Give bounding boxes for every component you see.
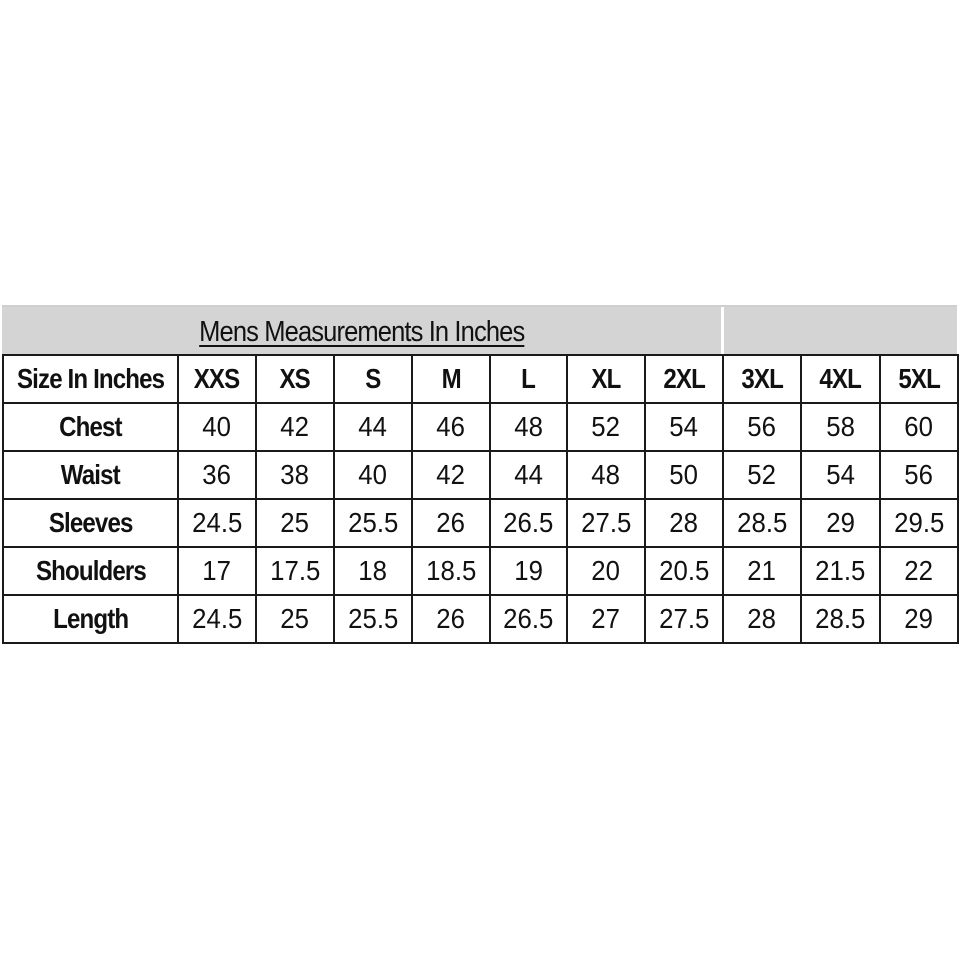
size-header-cell [801,355,880,403]
measurement-value: 20 [591,555,621,586]
size-header-l: L [521,363,536,394]
value-cell [880,403,958,451]
value-cell [178,403,256,451]
row-label: Waist [60,459,121,490]
size-header-3xl: 3XL [741,363,783,394]
measurement-value: 20.5 [658,555,710,586]
title-bar [2,305,957,354]
size-header-cell [178,355,256,403]
size-header-5xl: 5XL [898,363,940,394]
size-header-cell [645,355,723,403]
measurement-value: 56 [904,459,934,490]
header-label: Size In Inches [16,363,165,394]
value-cell [567,547,645,595]
size-chart [2,305,957,644]
value-cell [723,499,801,547]
measurement-value: 24.5 [191,603,243,634]
size-header-cell [256,355,334,403]
value-cell [880,499,958,547]
size-header-cell [334,355,412,403]
value-cell [645,403,723,451]
row-label-cell [3,451,178,499]
measurement-value: 44 [514,459,543,490]
row-label: Length [52,603,129,634]
row-label: Sleeves [48,507,133,538]
measurement-value: 36 [202,459,232,490]
value-cell [801,547,880,595]
value-cell [256,403,334,451]
value-cell [490,547,567,595]
value-cell [412,499,490,547]
size-header-cell [723,355,801,403]
measurement-value: 25 [280,507,310,538]
table-row-sleeves [3,499,958,547]
value-cell [880,547,958,595]
value-cell [645,547,723,595]
measurement-value: 44 [358,411,388,442]
measurement-value: 60 [904,411,934,442]
size-header-cell [412,355,490,403]
value-cell [490,403,567,451]
value-cell [801,499,880,547]
row-label-cell [3,595,178,643]
measurement-value: 29.5 [893,507,945,538]
row-label: Shoulders [35,555,146,586]
measurement-value: 48 [514,411,543,442]
measurement-value: 17 [202,555,232,586]
size-header-4xl: 4XL [819,363,862,394]
row-label: Chest [59,411,122,442]
value-cell [567,403,645,451]
table-row-shoulders [3,547,958,595]
value-cell [334,595,412,643]
value-cell [256,451,334,499]
value-cell [412,547,490,595]
title-side-cell [724,307,957,354]
measurement-value: 52 [591,411,621,442]
measurement-value: 21.5 [815,555,866,586]
value-cell [880,451,958,499]
row-label-cell [3,499,178,547]
measurement-value: 27 [591,603,621,634]
value-cell [334,547,412,595]
value-cell [567,595,645,643]
measurement-value: 29 [826,507,855,538]
value-cell [645,499,723,547]
measurement-value: 26.5 [503,507,554,538]
value-cell [567,499,645,547]
measurement-value: 42 [436,459,466,490]
value-cell [412,451,490,499]
measurement-value: 25.5 [347,507,399,538]
measurement-value: 22 [904,555,934,586]
measurement-value: 50 [669,459,699,490]
size-header-cell [567,355,645,403]
measurement-value: 27.5 [580,507,632,538]
measurement-value: 25 [280,603,310,634]
measurement-value: 52 [747,459,777,490]
size-header-cell [880,355,958,403]
row-label-cell [3,403,178,451]
value-cell [178,547,256,595]
chart-title: Mens Measurements In Inches [198,316,525,348]
measurement-value: 48 [591,459,621,490]
size-header-xs: XS [279,363,311,394]
measurement-value: 17.5 [269,555,321,586]
value-cell [801,595,880,643]
measurement-value: 28 [669,507,699,538]
measurement-value: 42 [280,411,310,442]
measurement-value: 18 [358,555,388,586]
title-cell [2,307,724,354]
measurement-value: 26 [436,603,466,634]
measurement-value: 26.5 [503,603,554,634]
measurement-value: 28.5 [815,603,866,634]
value-cell [490,499,567,547]
value-cell [256,547,334,595]
value-cell [178,595,256,643]
value-cell [256,499,334,547]
measurement-value: 40 [358,459,388,490]
value-cell [178,451,256,499]
measurement-value: 27.5 [658,603,710,634]
measurement-value: 54 [669,411,699,442]
value-cell [723,403,801,451]
size-header-s: S [365,363,381,394]
row-label-cell [3,547,178,595]
value-cell [412,595,490,643]
size-header-cell [490,355,567,403]
size-header-2xl: 2XL [663,363,705,394]
table-row-length [3,595,958,643]
measurement-value: 18.5 [425,555,477,586]
measurement-value: 40 [202,411,232,442]
value-cell [801,403,880,451]
value-cell [334,451,412,499]
value-cell [645,451,723,499]
measurement-value: 58 [826,411,855,442]
value-cell [801,451,880,499]
measurement-value: 24.5 [191,507,243,538]
measurement-value: 28.5 [736,507,788,538]
value-cell [880,595,958,643]
measurement-value: 54 [826,459,855,490]
value-cell [567,451,645,499]
size-header-xl: XL [591,363,621,394]
value-cell [723,451,801,499]
value-cell [645,595,723,643]
header-label-cell [3,355,178,403]
measurement-value: 38 [280,459,310,490]
measurement-value: 26 [436,507,466,538]
value-cell [178,499,256,547]
table-row-waist [3,451,958,499]
value-cell [723,595,801,643]
measurement-value: 46 [436,411,466,442]
size-header-m: M [441,363,461,394]
measurement-value: 28 [747,603,777,634]
value-cell [490,451,567,499]
measurement-table [2,354,959,644]
measurement-value: 29 [904,603,934,634]
measurement-value: 21 [747,555,777,586]
measurement-value: 19 [514,555,543,586]
header-row [3,355,958,403]
value-cell [723,547,801,595]
measurement-value: 25.5 [347,603,399,634]
measurement-value: 56 [747,411,777,442]
value-cell [412,403,490,451]
size-header-xxs: XXS [194,363,240,394]
value-cell [334,403,412,451]
value-cell [256,595,334,643]
table-row-chest [3,403,958,451]
value-cell [334,499,412,547]
value-cell [490,595,567,643]
